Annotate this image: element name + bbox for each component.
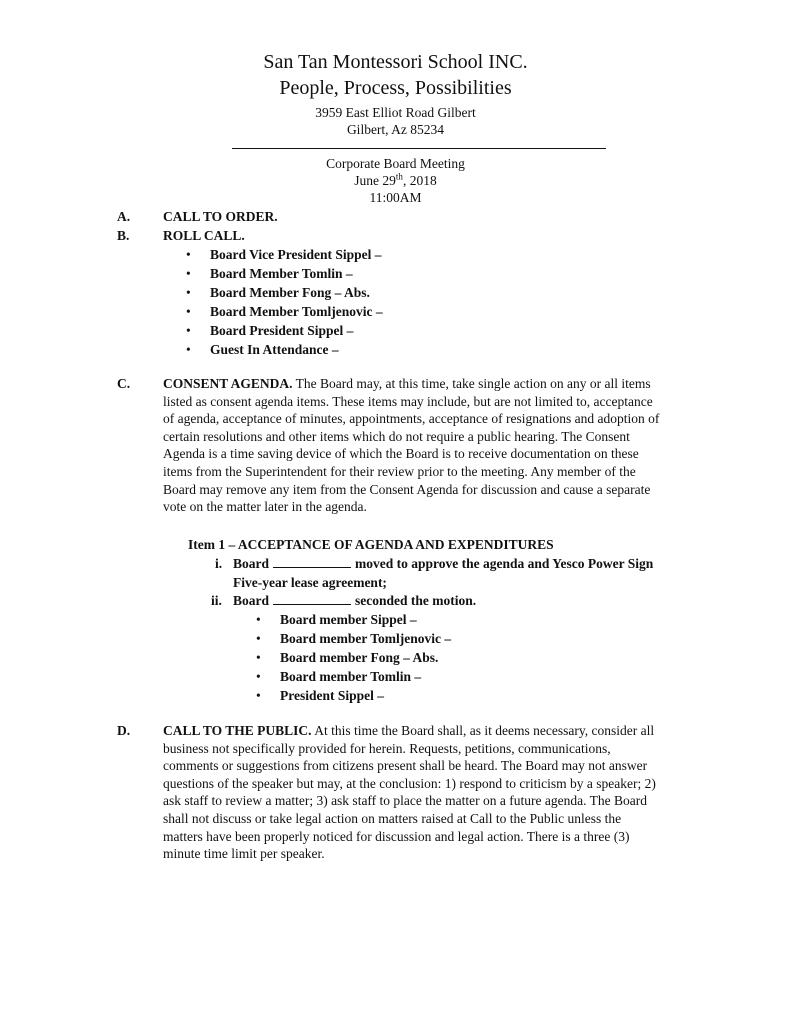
school-name: San Tan Montessori School INC. (263, 51, 528, 73)
roll-call-item: • Board Vice President Sippel – (186, 247, 382, 262)
vote-item: • Board member Tomlin – (256, 669, 422, 684)
vote-item: • Board member Fong – Abs. (256, 650, 439, 665)
motion-i-line: Board moved to approve the agenda and Yesco Power Sign (233, 556, 654, 571)
section-a-title: CALL TO ORDER. (163, 209, 278, 224)
roll-call-item: • Board Member Tomlin – (186, 266, 353, 281)
roll-call-item: • Board Member Tomljenovic – (186, 304, 383, 319)
motion-i-line-2: Five-year lease agreement; (233, 575, 387, 590)
section-d-letter: D. (117, 723, 131, 738)
section-c-letter: C. (117, 376, 131, 391)
section-b-title: ROLL CALL. (163, 228, 245, 243)
member-name-blank (273, 592, 351, 605)
roll-call-item: • Board President Sippel – (186, 323, 354, 338)
vote-item: • President Sippel – (256, 688, 385, 703)
item-1-title: Item 1 – ACCEPTANCE OF AGENDA AND EXPENDITURES (188, 537, 554, 552)
call-to-public-paragraph: CALL TO THE PUBLIC. At this time the Board shall, as it deems necessary, consider all business not specifically provided for herein. Requests, petitions, communications, comments or suggestions from citizens present shall be heard. The Board may not answer questions of the speaker but may, at the conclusion: 1) respond to criticism by a speaker; 2) ask staff to review a matter; 3) ask staff to place the matter on a future agenda. The Board shall not discuss or take legal action on matters raised at Call to the Public unless the matters have been properly noticed for discussion and legal action. There is a three (3) minute time limit per speaker. (163, 723, 656, 862)
header-divider (232, 148, 606, 149)
roll-call-item: • Guest In Attendance – (186, 342, 339, 357)
consent-agenda-paragraph: CONSENT AGENDA. The Board may, at this time, take single action on any or all items listed as consent agenda items. These items may include, but are not limited to, acceptance of agenda, acceptance of minutes, appointments, acceptance of resignations and adoption of certain resolutions and other items which do not require a public hearing. The Consent Agenda is a time saving device of which the Board is to receive documentation on these items from the Superintendent for their review prior to the meeting. Any member of the Board may remove any item from the Consent Agenda for discussion and cause a separate vote on the matter later in the agenda. (163, 376, 660, 515)
vote-item: • Board member Tomljenovic – (256, 631, 452, 646)
school-motto: People, Process, Possibilities (279, 77, 512, 99)
section-a-letter: A. (117, 209, 131, 224)
address-line-2: Gilbert, Az 85234 (346, 122, 445, 137)
address-line-1: 3959 East Elliot Road Gilbert (315, 105, 476, 120)
section-b-letter: B. (117, 228, 130, 243)
motion-ii-number: ii. (211, 593, 222, 608)
meeting-date: June 29th, 2018 (354, 171, 437, 188)
meeting-time: 11:00AM (369, 190, 422, 205)
motion-ii-line: Board seconded the motion. (233, 593, 477, 608)
member-name-blank (273, 555, 351, 568)
vote-item: • Board member Sippel – (256, 612, 417, 627)
roll-call-item: • Board Member Fong – Abs. (186, 285, 370, 300)
motion-i-number: i. (215, 556, 223, 571)
meeting-title: Corporate Board Meeting (326, 156, 465, 171)
